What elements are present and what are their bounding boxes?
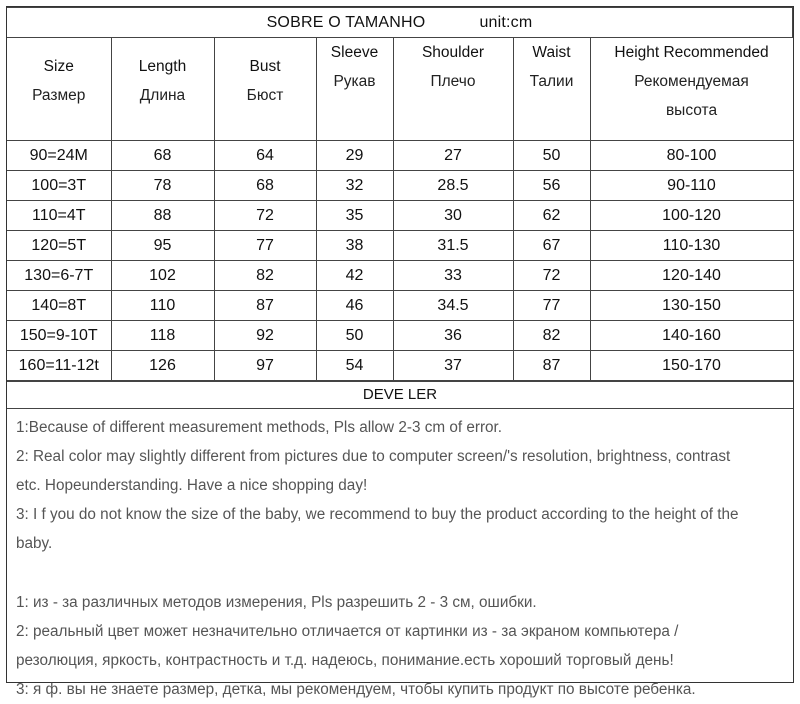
table-cell: 34.5 (393, 291, 513, 321)
table-cell: 37 (393, 351, 513, 381)
note-line: резолюция, яркость, контрастность и т.д. надеюсь, понимание.есть хороший торговый день! (16, 652, 674, 669)
col-header-ru: Размер (32, 87, 86, 104)
col-header-height (590, 38, 793, 141)
table-cell: 110=4T (7, 201, 111, 231)
table-row (7, 141, 793, 171)
table-cell: 80-100 (590, 141, 793, 171)
note-line: 2: реальный цвет может незначительно отличается от картинки из - за экраном компьютера / (16, 623, 679, 640)
table-cell: 46 (316, 291, 393, 321)
table-cell: 82 (214, 261, 316, 291)
col-header-bust (214, 38, 316, 141)
table-row (7, 291, 793, 321)
note-line: 1: из - за различных методов измерения, Pls разрешить 2 - 3 см, ошибки. (16, 594, 537, 611)
col-header-en: Sleeve (330, 44, 379, 61)
table-row (7, 171, 793, 201)
table-cell: 160=11-12t (7, 351, 111, 381)
table-cell: 87 (214, 291, 316, 321)
column-header-row (7, 38, 793, 141)
table-cell: 120-140 (590, 261, 793, 291)
table-cell: 100-120 (590, 201, 793, 231)
note-line: baby. (16, 535, 53, 552)
col-header-en: Size (43, 58, 74, 75)
col-header-length (111, 38, 214, 141)
notes-russian (16, 588, 783, 704)
col-header-ru-2: высота (665, 102, 718, 119)
note-line: 3: I f you do not know the size of the baby, we recommend to buy the product according to the height of the (16, 506, 739, 523)
table-cell: 95 (111, 231, 214, 261)
col-header-size (7, 38, 111, 141)
table-cell: 30 (393, 201, 513, 231)
table-cell: 56 (513, 171, 590, 201)
title-text: SOBRE O TAMANHO (266, 14, 426, 31)
table-cell: 150-170 (590, 351, 793, 381)
notes-section (7, 409, 793, 704)
must-read-heading: DEVE LER (7, 381, 793, 409)
table-cell: 54 (316, 351, 393, 381)
table-cell: 72 (214, 201, 316, 231)
table-cell: 32 (316, 171, 393, 201)
table-cell: 90=24M (7, 141, 111, 171)
col-header-ru: Рукав (333, 73, 376, 90)
unit-text: unit:cm (479, 14, 533, 31)
table-cell: 33 (393, 261, 513, 291)
table-cell: 36 (393, 321, 513, 351)
table-cell: 78 (111, 171, 214, 201)
table-row (7, 261, 793, 291)
table-cell: 50 (316, 321, 393, 351)
table-cell: 62 (513, 201, 590, 231)
col-header-ru: Бюст (246, 87, 284, 104)
col-header-ru: Плечо (430, 73, 476, 90)
col-header-ru: Талии (529, 73, 574, 90)
table-cell: 130-150 (590, 291, 793, 321)
table-cell: 100=3T (7, 171, 111, 201)
table-cell: 140=8T (7, 291, 111, 321)
table-cell: 118 (111, 321, 214, 351)
table-cell: 77 (214, 231, 316, 261)
table-cell: 67 (513, 231, 590, 261)
table-cell: 38 (316, 231, 393, 261)
col-header-ru: Рекомендуемая (634, 73, 749, 90)
table-body (7, 141, 793, 381)
size-table (7, 7, 793, 381)
col-header-en: Shoulder (421, 44, 485, 61)
table-title-row (7, 8, 793, 38)
note-line: 2: Real color may slightly different from pictures due to computer screen/'s resolution, brightness, contrast (16, 448, 731, 465)
table-cell: 88 (111, 201, 214, 231)
table-cell: 110-130 (590, 231, 793, 261)
table-title (7, 8, 793, 38)
table-cell: 87 (513, 351, 590, 381)
table-cell: 90-110 (590, 171, 793, 201)
table-cell: 72 (513, 261, 590, 291)
col-header-en: Length (138, 58, 187, 75)
table-cell: 82 (513, 321, 590, 351)
col-header-en: Height Recommended (614, 44, 769, 61)
col-header-shoulder (393, 38, 513, 141)
table-row (7, 321, 793, 351)
table-cell: 68 (214, 171, 316, 201)
col-header-waist (513, 38, 590, 141)
table-cell: 50 (513, 141, 590, 171)
notes-english (16, 413, 783, 558)
table-cell: 77 (513, 291, 590, 321)
col-header-en: Waist (532, 44, 571, 61)
table-row (7, 231, 793, 261)
table-cell: 130=6-7T (7, 261, 111, 291)
col-header-ru: Длина (139, 87, 186, 104)
table-cell: 68 (111, 141, 214, 171)
size-chart-sheet (6, 6, 794, 698)
table-cell: 92 (214, 321, 316, 351)
table-cell: 110 (111, 291, 214, 321)
note-line: 1:Because of different measurement methods, Pls allow 2-3 cm of error. (16, 419, 503, 436)
col-header-sleeve (316, 38, 393, 141)
table-row (7, 201, 793, 231)
table-cell: 31.5 (393, 231, 513, 261)
table-cell: 102 (111, 261, 214, 291)
table-cell: 97 (214, 351, 316, 381)
table-cell: 150=9-10T (7, 321, 111, 351)
col-header-en: Bust (249, 58, 281, 75)
table-cell: 35 (316, 201, 393, 231)
table-cell: 126 (111, 351, 214, 381)
table-cell: 64 (214, 141, 316, 171)
note-line: etc. Hopeunderstanding. Have a nice shopping day! (16, 477, 368, 494)
table-cell: 27 (393, 141, 513, 171)
notes-spacer (16, 558, 783, 588)
table-row (7, 351, 793, 381)
table-cell: 28.5 (393, 171, 513, 201)
table-cell: 29 (316, 141, 393, 171)
table-cell: 42 (316, 261, 393, 291)
table-cell: 120=5T (7, 231, 111, 261)
note-line: 3: я ф. вы не знаете размер, детка, мы рекомендуем, чтобы купить продукт по высоте ребенка. (16, 681, 696, 698)
table-cell: 140-160 (590, 321, 793, 351)
